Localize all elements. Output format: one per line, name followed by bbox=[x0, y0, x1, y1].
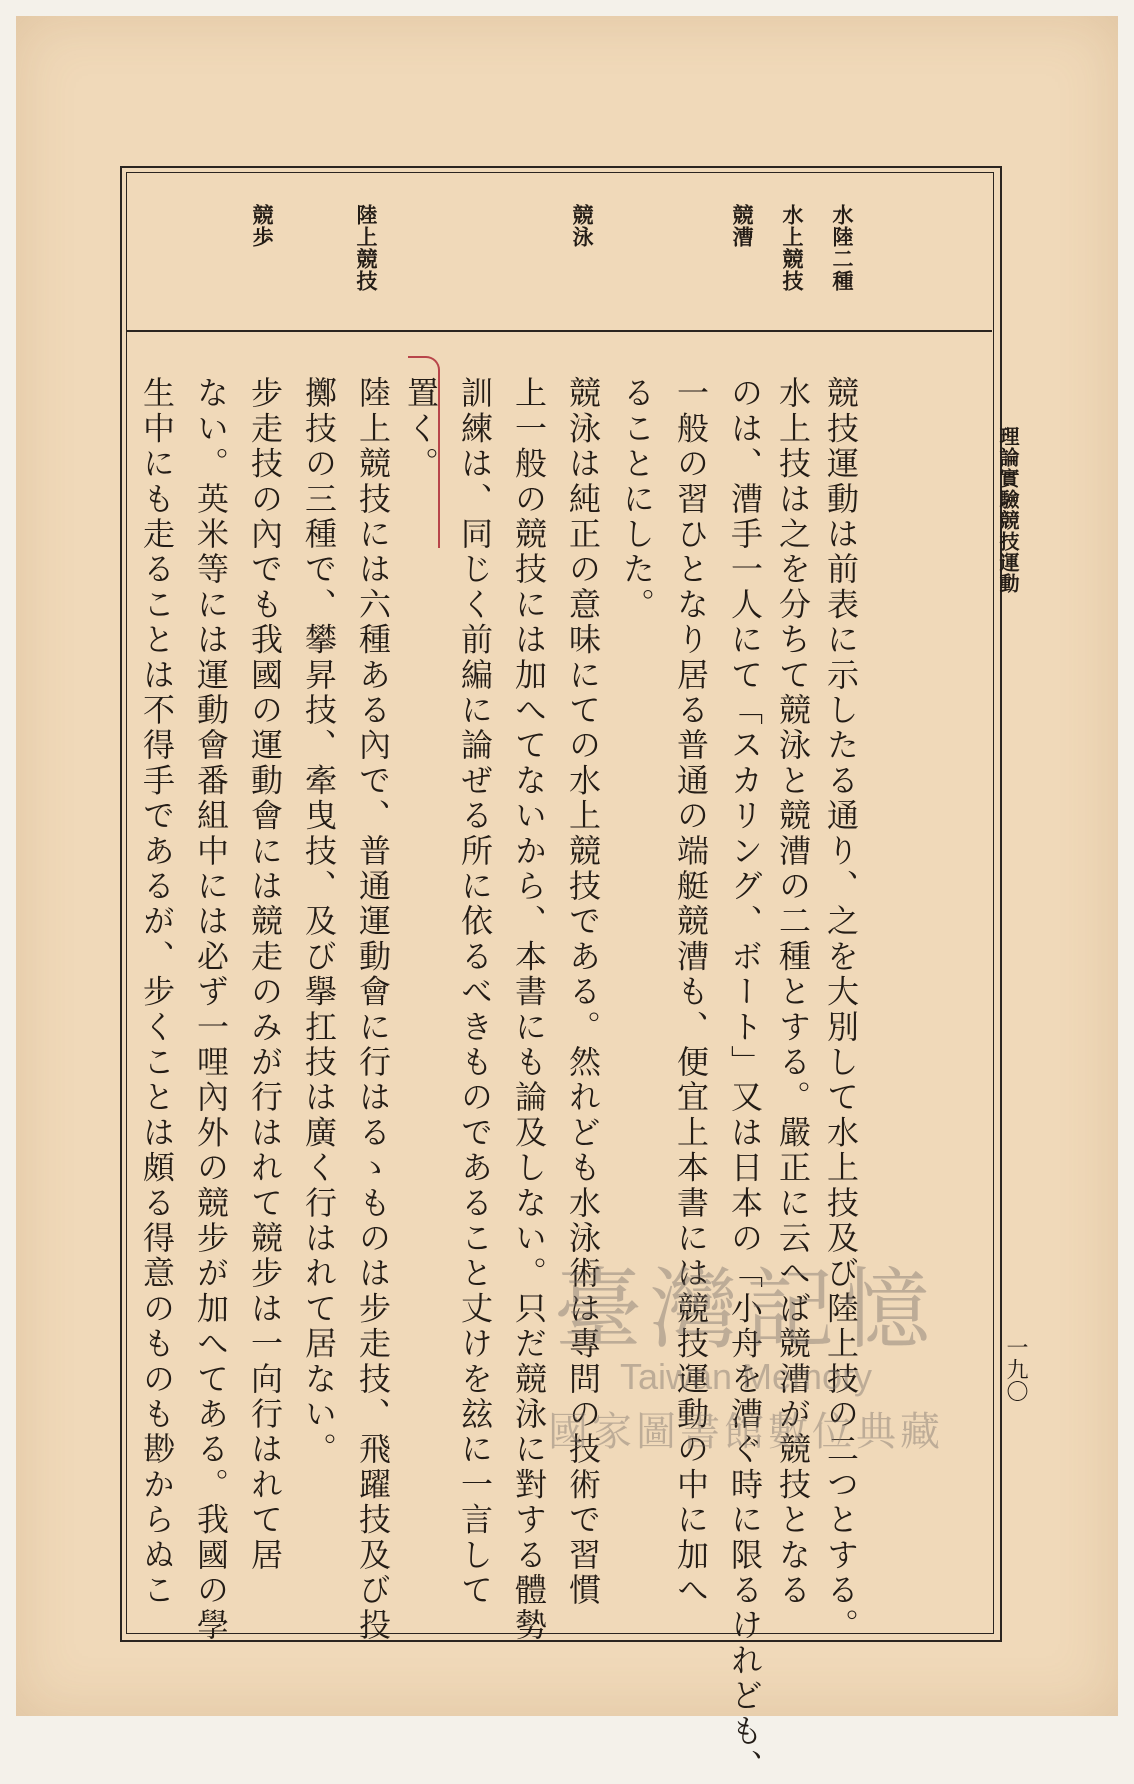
text-column: 步走技の內でも我國の運動會には競走のみが行はれて競步は一向行はれて居 bbox=[246, 376, 284, 1573]
text-column: 陸上競技には六種ある內で、普通運動會に行はるゝものは步走技、飛躍技及び投 bbox=[354, 376, 392, 1644]
text-column: 一般の習ひとなり居る普通の端艇競漕も、便宜上本書には競技運動の中に加へ bbox=[672, 376, 710, 1608]
text-column: 水上技は之を分ちて競泳と競漕の二種とする。嚴正に云へば競漕が競技となる bbox=[774, 376, 812, 1608]
side-note: 競漕 bbox=[730, 204, 755, 248]
text-column: 訓練は、同じく前編に論ぜる所に依るべきものであること丈けを玆に一言して bbox=[456, 376, 494, 1608]
watermark-english: Taiwan Memory bbox=[619, 1356, 873, 1397]
text-column: ることにした。 bbox=[618, 376, 656, 623]
side-note: 競歩 bbox=[250, 204, 275, 248]
side-note: 競泳 bbox=[570, 204, 595, 248]
text-column: 生中にも走ることは不得手であるが、步くことは頗る得意のものも尠からぬこ bbox=[138, 376, 176, 1608]
side-note: 陸上競技 bbox=[354, 204, 379, 292]
watermark-subtitle: 國家圖書館數位典藏 bbox=[548, 1409, 944, 1455]
watermark-chinese: 臺灣記憶 bbox=[553, 1258, 938, 1361]
watermark bbox=[516, 1258, 976, 1466]
text-column: 競技運動は前表に示したる通り、之を大別して水上技及び陸上技の二つとする。 bbox=[822, 376, 860, 1644]
text-column: 上一般の競技には加へてないから、本書にも論及しない。只だ競泳に對する體勢 bbox=[510, 376, 548, 1644]
book-page bbox=[16, 16, 1118, 1784]
side-note: 水上競技 bbox=[780, 204, 805, 292]
text-column: 置く。 bbox=[402, 376, 440, 482]
side-note: 水陸二種 bbox=[830, 204, 855, 292]
page-number: 一九〇 bbox=[1003, 1336, 1028, 1402]
text-column: ない。英米等には運動會番組中には必ず一哩內外の競步が加へてある。我國の學 bbox=[192, 376, 230, 1644]
text-column: 擲技の三種で、攀昇技、牽曳技、及び擧扛技は廣く行はれて居ない。 bbox=[300, 376, 338, 1468]
text-column: のは、漕手一人にて「スカリング、ボート」又は日本の「小舟を漕ぐ時に限るけれども、 bbox=[726, 376, 764, 1784]
marginal-note-divider bbox=[126, 330, 992, 332]
text-column: 競泳は純正の意味にての水上競技である。然れども水泳術は專問の技術で習慣 bbox=[564, 376, 602, 1608]
red-pencil-bracket bbox=[408, 356, 440, 548]
running-title: 理論實驗競技運動 bbox=[996, 426, 1020, 594]
